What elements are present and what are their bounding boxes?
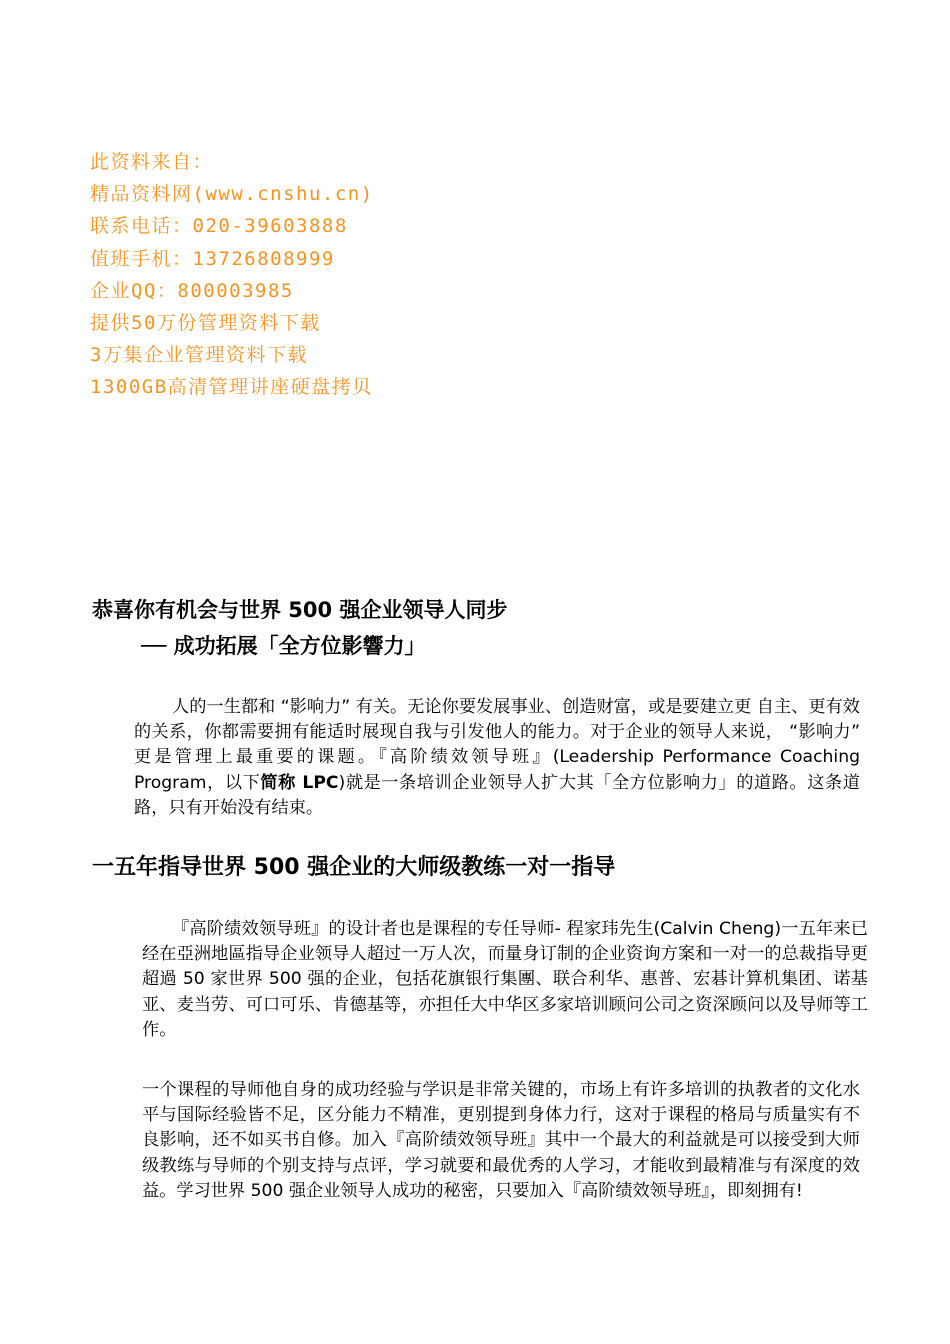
offer-line-1: 提供50万份管理资料下载 <box>90 312 321 335</box>
offer-line-3: 1300GB高清管理讲座硬盘拷贝 <box>90 376 373 399</box>
intro-text-bold: 简称 LPC <box>260 772 339 793</box>
section-heading: 一五年指导世界 500 强企业的大师级教练一对一指导 <box>92 855 616 880</box>
intro-text-b: )就是一条培训企业领导人扩大其「全方位影响力」的道路。这条道路，只有开始没有结束。 <box>134 772 860 818</box>
mobile-line: 值班手机：13726808999 <box>90 247 335 270</box>
instructor-paragraph: 『高阶绩效领导班』的设计者也是课程的专任导师- 程家玮先生(Calvin Cheng)一五年来已经在亞洲地區指导企业领导人超过一万人次，而量身订制的企业资询方案和一对一的总裁指导更超過 50 家世界 500 强的企业，包括花旗银行集團、联合利华、惠普、宏碁计算机集团、诺基亚、麦当劳、可口可乐、肯德基等，亦担任大中华区多家培训顾问公司之资深顾问以及导师等工作。 <box>142 919 868 1040</box>
phone-line: 联系电话：020-39603888 <box>90 215 348 238</box>
intro-text-a: 人的一生都和 “影响力” 有关。无论你要发展事业、创造财富，或是要建立更 自主、更有效的关系，你都需要拥有能适时展现自我与引发他人的能力。对于企业的领导人来说， “影响力” 更是管理上最重要的课题。『高阶绩效领导班』(Leadership Performance Coaching Program，以下 <box>134 697 860 793</box>
qq-line: 企业QQ：800003985 <box>90 279 294 302</box>
document-title: 恭喜你有机会与世界 500 强企业领导人同步 <box>92 598 508 622</box>
document-subtitle: ── 成功拓展「全方位影響力」 <box>141 634 426 658</box>
source-line: 此资料来自： <box>90 151 214 173</box>
source-info-block <box>90 146 590 404</box>
offer-line-2: 3万集企业管理资料下载 <box>90 344 308 367</box>
benefit-paragraph: 一个课程的导师他自身的成功经验与学识是非常关键的，市场上有许多培训的执教者的文化水平与国际经验皆不足，区分能力不精准，更别提到身体力行，这对于课程的格局与质量实有不良影响，还不如买书自修。加入『高阶绩效领导班』其中一个最大的利益就是可以接受到大师级教练与导师的个别支持与点评，学习就要和最优秀的人学习，才能收到最精准与有深度的效益。学习世界 500 强企业领导人成功的秘密，只要加入『高阶绩效领导班』，即刻拥有! <box>142 1080 860 1201</box>
intro-paragraph <box>134 695 860 821</box>
website-line: 精品资料网(www.cnshu.cn) <box>90 183 374 206</box>
